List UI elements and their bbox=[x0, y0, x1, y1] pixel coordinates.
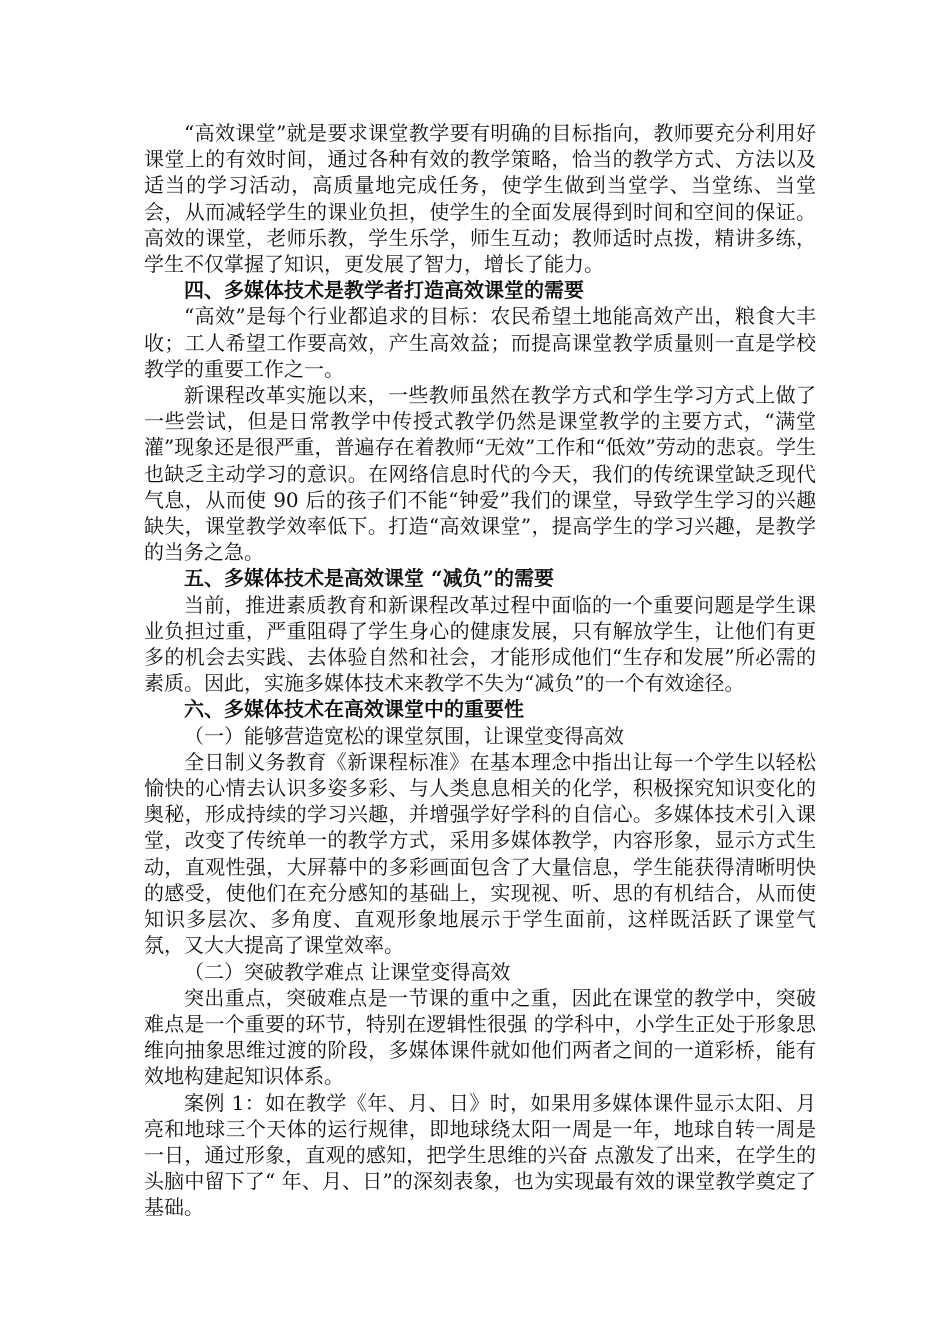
section-heading-6: 六、多媒体技术在高效课堂中的重要性 bbox=[184, 697, 524, 722]
paragraph-key-difficulties: 突出重点，突破难点是一节课的重中之重，因此在课堂的教学中，突破难点是一个重要的环节，特别在逻辑性很强 的学科中，小学生正处于形象思维向抽象思维过渡的阶段，多媒体课件就如他们两者之间的一道彩桥，能有效地构建起知识体系。 bbox=[144, 985, 816, 1089]
paragraph-efficient-classroom-definition: “高效课堂”就是要求课堂教学要有明确的目标指向，教师要充分利用好课堂上的有效时间，通过各种有效的教学策略，恰当的教学方式、方法以及适当的学习活动，高质量地完成任务，使学生做到当堂学、当堂练、当堂会，从而减轻学生的课业负担，使学生的全面发展得到时间和空间的保证。高效的课堂，老师乐教，学生乐学，师生互动；教师适时点拨，精讲多练，学生不仅掌握了知识，更发展了智力，增长了能力。 bbox=[144, 121, 816, 277]
paragraph-case-1: 案例 1：如在教学《年、月、日》时，如果用多媒体课件显示太阳、月亮和地球三个天体的运行规律，即地球绕太阳一周是一年，地球自转一周是一日，通过形象，直观的感知，把学生思维的兴奋 点激发了出来，在学生的头脑中留下了“ 年、月、日”的深刻表象，也为实现最有效的课堂教学奠定了基础。 bbox=[144, 1090, 816, 1220]
section-heading-5: 五、多媒体技术是高效课堂 “减负”的需要 bbox=[184, 566, 554, 591]
paragraph-efficiency-goal: “高效”是每个行业都追求的目标：农民希望土地能高效产出，粮食大丰收；工人希望工作要高效，产生高效益；而提高课堂教学质量则一直是学校教学的重要工作之一。 bbox=[144, 304, 816, 381]
paragraph-new-curriculum-standard: 全日制义务教育《新课程标准》在基本理念中指出让每一个学生以轻松愉快的心情去认识多姿多彩、与人类息息相关的化学，积极探究知识变化的奥秘，形成持续的学习兴趣，并增强学好学科的自信心。多媒体技术引入课堂，改变了传统单一的教学方式，采用多媒体教学，内容形象，显示方式生动，直观性强，大屏幕中的多彩画面包含了大量信息，学生能获得清晰明快的感受，使他们在充分感知的基础上，实现视、听、思的有机结合，从而使知识多层次、多角度、直观形象地展示于学生面前，这样既活跃了课堂气氛，又大大提高了课堂效率。 bbox=[144, 749, 816, 958]
subheading-2: （二）突破教学难点 让课堂变得高效 bbox=[184, 959, 511, 984]
section-heading-4: 四、多媒体技术是教学者打造高效课堂的需要 bbox=[184, 278, 584, 303]
paragraph-reduce-burden: 当前，推进素质教育和新课程改革过程中面临的一个重要问题是学生课业负担过重，严重阻碍了学生身心的健康发展，只有解放学生，让他们有更多的机会去实践、去体验自然和社会，才能形成他们“生存和发展”所必需的素质。因此，实施多媒体技术来教学不失为“减负”的一个有效途径。 bbox=[144, 592, 816, 696]
document-page bbox=[144, 120, 816, 1221]
subheading-1: （一）能够营造宽松的课堂氛围，让课堂变得高效 bbox=[184, 723, 624, 748]
paragraph-curriculum-reform: 新课程改革实施以来，一些教师虽然在教学方式和学生学习方式上做了一些尝试，但是日常教学中传授式教学仍然是课堂教学的主要方式，“满堂灌”现象还是很严重，普遍存在着教师“无效”工作和“低效”劳动的悲哀。学生也缺乏主动学习的意识。在网络信息时代的今天，我们的传统课堂缺乏现代气息，从而使 90 后的孩子们不能“钟爱”我们的课堂，导致学生学习的兴趣缺失，课堂教学效率低下。打造“高效课堂”，提高学生的学习兴趣，是教学的当务之急。 bbox=[144, 383, 816, 565]
